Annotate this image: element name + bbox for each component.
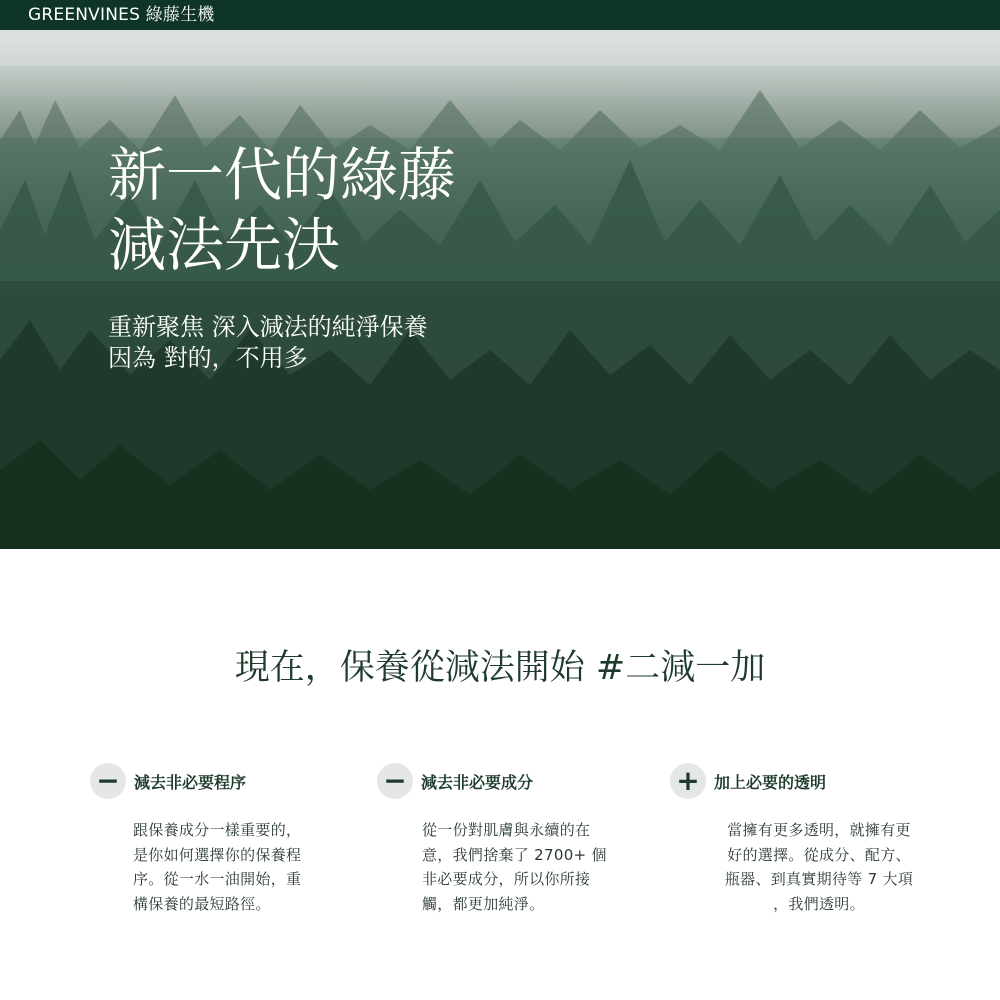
top-bar bbox=[0, 0, 1000, 30]
hero-subtitle-line: 因為 對的，不用多 bbox=[108, 344, 308, 372]
feature-header bbox=[670, 762, 950, 800]
feature-description bbox=[714, 818, 924, 916]
hero-title-line: 減法先決 bbox=[108, 211, 341, 279]
hero-light-band bbox=[0, 30, 1000, 66]
minus-icon: − bbox=[377, 763, 413, 799]
plus-icon: + bbox=[670, 763, 706, 799]
feature-header bbox=[377, 762, 657, 800]
feature-description-line: 當擁有更多透明，就擁有更 bbox=[727, 821, 911, 839]
feature-description-line: 從一份對肌膚與永續的在 bbox=[422, 821, 591, 839]
feature-header bbox=[90, 762, 370, 800]
feature-description-line: 跟保養成分一樣重要的， bbox=[133, 821, 302, 839]
brand-logo-text[interactable]: GREENVINES 綠藤生機 bbox=[28, 5, 215, 25]
feature-description-line: 瓶器、到真實期待等 7 大項 bbox=[724, 870, 914, 888]
feature-card-reduce-steps bbox=[90, 762, 370, 913]
feature-title: 減去非必要程序 bbox=[134, 772, 247, 792]
feature-title: 減去非必要成分 bbox=[421, 772, 534, 792]
feature-description-line: 序。從一水一油開始，重 bbox=[133, 870, 302, 888]
minus-icon: − bbox=[90, 763, 126, 799]
forest-background-image bbox=[0, 30, 1000, 549]
feature-description bbox=[133, 818, 333, 916]
feature-description-line: 意，我們捨棄了 2700+ 個 bbox=[422, 845, 607, 864]
section-headline: 現在，保養從減法開始 #二減一加 bbox=[234, 648, 766, 688]
hero-title bbox=[108, 140, 456, 280]
feature-description bbox=[422, 818, 622, 916]
hero-subtitle bbox=[108, 312, 428, 374]
feature-title: 加上必要的透明 bbox=[714, 772, 827, 792]
hero-banner bbox=[0, 30, 1000, 549]
hero-title-line: 新一代的綠藤 bbox=[108, 141, 457, 209]
feature-description-line: 是你如何選擇你的保養程 bbox=[133, 845, 302, 864]
feature-description-line: 構保養的最短路徑。 bbox=[133, 894, 271, 913]
feature-description-line: 觸，都更加純淨。 bbox=[422, 894, 545, 913]
feature-card-reduce-ingredients bbox=[377, 762, 657, 913]
feature-card-add-transparency bbox=[670, 762, 950, 913]
feature-description-line: ，我們透明。 bbox=[773, 894, 865, 913]
feature-description-line: 非必要成分，所以你所接 bbox=[422, 870, 591, 888]
hero-subtitle-line: 重新聚焦 深入減法的純淨保養 bbox=[108, 313, 428, 341]
feature-description-line: 好的選擇。從成分、配方、 bbox=[727, 845, 911, 864]
